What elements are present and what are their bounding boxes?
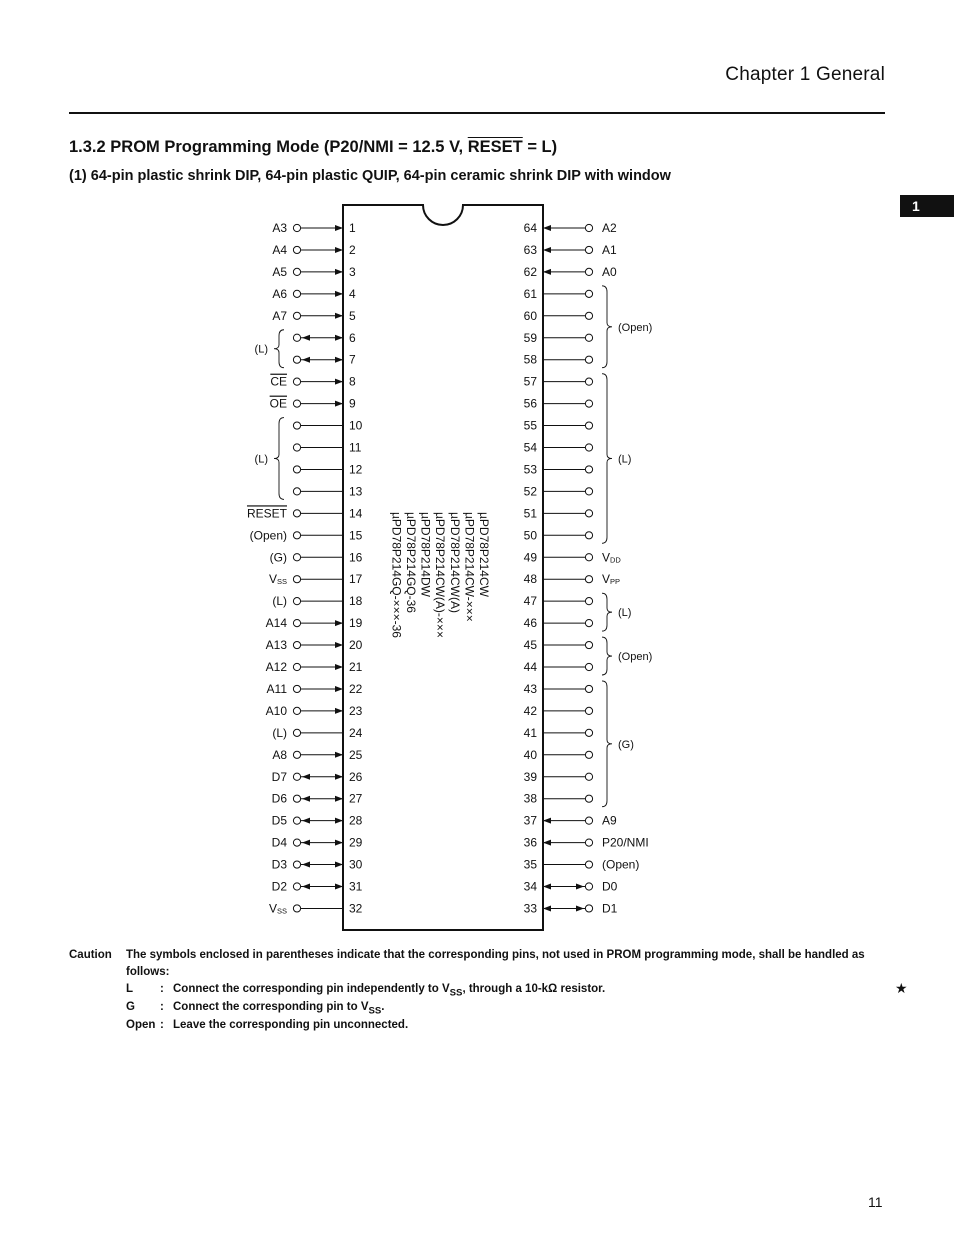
pin-number: 47 — [523, 594, 537, 609]
pin-number: 3 — [349, 264, 356, 279]
caution-item-sep: : — [160, 1019, 164, 1031]
pin-terminal-icon — [585, 620, 592, 627]
pin-terminal-icon — [293, 641, 300, 648]
caution-item-subscript: SS — [368, 1005, 382, 1017]
pin-terminal-icon — [585, 641, 592, 648]
pin-number: 22 — [349, 681, 363, 696]
pin-arrow-icon — [543, 269, 551, 275]
pin-terminal-icon — [585, 576, 592, 583]
pin-arrow-icon — [543, 840, 551, 846]
pin-arrow-icon — [335, 269, 343, 275]
pin-label: D7 — [271, 769, 287, 784]
pin-terminal-icon — [585, 378, 592, 385]
pin-terminal-icon — [293, 773, 300, 780]
part-number: µPD78P214CW — [477, 512, 491, 597]
pin-arrow-icon — [335, 313, 343, 319]
pin-label: VSS — [268, 572, 287, 587]
caution-item-key: L — [126, 983, 134, 995]
pin-terminal-icon — [585, 707, 592, 714]
pin-label: D3 — [271, 857, 287, 872]
pin-number: 63 — [523, 242, 537, 257]
pin-terminal-icon — [585, 905, 592, 912]
part-number: µPD78P214GQ-×××-36 — [389, 512, 404, 638]
pin-label: (L) — [272, 725, 287, 740]
pin-number: 64 — [523, 221, 537, 235]
pin-label: D1 — [602, 901, 618, 916]
pin-terminal-icon — [293, 312, 300, 319]
pin-number: 48 — [523, 572, 537, 587]
pin-number: 49 — [523, 550, 537, 565]
pin-terminal-icon — [293, 685, 300, 692]
pin-number: 4 — [349, 286, 356, 301]
pin-number: 57 — [523, 374, 537, 389]
pin-terminal-icon — [293, 905, 300, 912]
pin-terminal-icon — [585, 598, 592, 605]
pin-arrow-icon — [335, 379, 343, 385]
pin-terminal-icon — [293, 444, 300, 451]
pin-arrow-icon — [335, 642, 343, 648]
part-number: µPD78P214CW-××× — [462, 512, 477, 622]
pin-number: 53 — [523, 462, 537, 477]
pin-number: 50 — [523, 528, 537, 543]
pin-number: 51 — [523, 506, 537, 521]
part-number: µPD78P214CW(A)-××× — [433, 512, 448, 638]
pin-label: VDD — [602, 550, 621, 565]
pin-arrow-icon — [302, 818, 310, 824]
pin-number: 30 — [349, 857, 363, 872]
group-label: (L) — [618, 607, 632, 620]
pin-number: 36 — [523, 835, 537, 850]
pin-label: OE — [269, 396, 287, 411]
pin-number: 9 — [349, 396, 356, 411]
group-label: (L) — [254, 343, 268, 356]
pin-arrow-icon — [576, 884, 584, 890]
pin-label: (L) — [272, 594, 287, 609]
pin-terminal-icon — [293, 729, 300, 736]
section-subtitle: (1) 64-pin plastic shrink DIP, 64-pin plastic QUIP, 64-pin ceramic shrink DIP with window — [69, 168, 671, 184]
revision-star-icon: ★ — [895, 980, 908, 996]
pin-number: 39 — [523, 769, 537, 784]
pin-arrow-icon — [302, 884, 310, 890]
pin-label: (Open) — [602, 857, 640, 872]
pin-label: D4 — [271, 835, 287, 850]
pin-terminal-icon — [293, 422, 300, 429]
pin-terminal-icon — [293, 554, 300, 561]
pin-terminal-icon — [585, 510, 592, 517]
pin-label: (Open) — [249, 528, 287, 543]
pin-terminal-icon — [293, 510, 300, 517]
pin-number: 34 — [523, 879, 537, 894]
pin-number: 62 — [523, 264, 537, 279]
pin-arrow-icon — [543, 905, 551, 911]
caution-item-text: Leave the corresponding pin unconnected. — [173, 1019, 409, 1031]
pin-terminal-icon — [293, 400, 300, 407]
pin-number: 17 — [349, 572, 363, 587]
pin-label: D5 — [271, 813, 287, 828]
pin-number: 40 — [523, 747, 537, 762]
page-number: 11 — [868, 1194, 883, 1210]
pin-number: 52 — [523, 484, 537, 499]
pin-terminal-icon — [293, 620, 300, 627]
pin-arrow-icon — [576, 905, 584, 911]
pin-terminal-icon — [585, 795, 592, 802]
pin-terminal-icon — [585, 356, 592, 363]
pin-number: 7 — [349, 352, 356, 367]
pin-arrow-icon — [335, 884, 343, 890]
pin-label: A3 — [272, 221, 287, 235]
pin-terminal-icon — [293, 466, 300, 473]
pin-label: A11 — [266, 681, 287, 696]
pin-label: A0 — [602, 264, 617, 279]
pin-label: A7 — [272, 308, 287, 323]
part-number: µPD78P214GQ-36 — [404, 512, 418, 613]
pin-number: 43 — [523, 681, 537, 696]
pin-number: 24 — [349, 725, 363, 740]
pin-number: 21 — [349, 660, 363, 674]
group-brace — [274, 330, 284, 368]
pin-terminal-icon — [293, 576, 300, 583]
caution-item-text: Connect the corresponding pin to V — [173, 1001, 369, 1013]
pin-terminal-icon — [585, 466, 592, 473]
pin-arrow-icon — [335, 291, 343, 297]
group-label: (G) — [618, 738, 634, 751]
pin-label: A12 — [265, 660, 287, 674]
pin-terminal-icon — [585, 400, 592, 407]
pin-terminal-icon — [293, 598, 300, 605]
pin-terminal-icon — [585, 773, 592, 780]
caution-item-key: G — [126, 1001, 135, 1013]
pin-terminal-icon — [585, 861, 592, 868]
pin-number: 13 — [349, 484, 363, 499]
pin-number: 26 — [349, 769, 363, 784]
pin-label: CE — [270, 374, 287, 389]
pin-number: 16 — [349, 550, 363, 565]
pin-label: D2 — [271, 879, 287, 894]
pin-arrow-icon — [335, 708, 343, 714]
pin-arrow-icon — [302, 357, 310, 363]
pin-number: 18 — [349, 594, 363, 609]
pin-arrow-icon — [335, 357, 343, 363]
pin-arrow-icon — [302, 840, 310, 846]
caution-text: The symbols enclosed in parentheses indicate that the corresponding pins, not used in PROM programming mode, shall be handled as follows: — [126, 949, 865, 978]
pin-label: A5 — [272, 264, 287, 279]
pin-number: 32 — [349, 901, 363, 916]
caution-item-sep: : — [160, 1001, 164, 1013]
pin-number: 6 — [349, 330, 356, 345]
pin-arrow-icon — [302, 862, 310, 868]
pin-arrow-icon — [335, 840, 343, 846]
pin-arrow-icon — [543, 225, 551, 231]
pin-arrow-icon — [335, 686, 343, 692]
pin-label: D0 — [602, 879, 618, 894]
pin-number: 55 — [523, 418, 537, 433]
pin-terminal-icon — [585, 685, 592, 692]
caution-label: Caution — [69, 949, 112, 961]
pin-number: 37 — [523, 813, 537, 828]
pin-terminal-icon — [585, 334, 592, 341]
pin-arrow-icon — [335, 774, 343, 780]
pin-number: 1 — [349, 221, 356, 235]
pin-number: 27 — [349, 791, 363, 806]
pin-number: 15 — [349, 528, 363, 543]
pin-terminal-icon — [585, 663, 592, 670]
pin-number: 10 — [349, 418, 363, 433]
pin-number: 45 — [523, 638, 537, 653]
pin-number: 44 — [523, 660, 537, 674]
pin-arrow-icon — [543, 818, 551, 824]
pin-arrow-icon — [302, 774, 310, 780]
pin-number: 38 — [523, 791, 537, 806]
pin-arrow-icon — [335, 752, 343, 758]
pin-number: 25 — [349, 747, 363, 762]
part-number: µPD78P214CW(A) — [447, 512, 462, 613]
pin-terminal-icon — [585, 224, 592, 231]
chapter-tab: 1 — [900, 195, 954, 217]
pin-terminal-icon — [585, 883, 592, 890]
pin-number: 41 — [523, 725, 537, 740]
caution-item-text: Connect the corresponding pin independently to V — [173, 983, 450, 995]
caution-item — [126, 1017, 408, 1034]
pin-number: 12 — [349, 462, 363, 477]
pin-label: P20/NMI — [602, 835, 649, 850]
pin-terminal-icon — [293, 334, 300, 341]
pin-arrow-icon — [335, 862, 343, 868]
pin-label: A2 — [602, 221, 617, 235]
pin-terminal-icon — [585, 729, 592, 736]
pin-label: A4 — [272, 242, 287, 257]
caution-item-text-tail: , through a 10-kΩ resistor. — [462, 983, 606, 995]
section-title-reset: RESET — [467, 138, 523, 156]
pin-terminal-icon — [293, 268, 300, 275]
pin-number: 8 — [349, 374, 356, 389]
pin-number: 11 — [349, 440, 362, 455]
pin-arrow-icon — [543, 247, 551, 253]
pin-number: 56 — [523, 396, 537, 411]
group-label: (Open) — [618, 651, 653, 664]
caution-item-sep: : — [160, 983, 164, 995]
pin-label: (G) — [269, 550, 287, 565]
pin-number: 23 — [349, 703, 363, 718]
pin-arrow-icon — [335, 225, 343, 231]
pin-label: D6 — [271, 791, 287, 806]
pin-number: 54 — [523, 440, 537, 455]
pin-terminal-icon — [293, 663, 300, 670]
pin-label: A14 — [265, 616, 287, 631]
pin-arrow-icon — [335, 247, 343, 253]
pin-terminal-icon — [293, 224, 300, 231]
group-label: (Open) — [618, 321, 653, 334]
pin-number: 5 — [349, 308, 356, 323]
pin-number: 61 — [523, 286, 537, 301]
pin-terminal-icon — [293, 817, 300, 824]
pin-terminal-icon — [293, 290, 300, 297]
pin-terminal-icon — [585, 532, 592, 539]
group-brace — [274, 418, 284, 500]
pin-number: 42 — [523, 703, 537, 718]
pin-terminal-icon — [585, 444, 592, 451]
pin-label: A6 — [272, 286, 287, 301]
pin-arrow-icon — [543, 884, 551, 890]
pin-arrow-icon — [335, 620, 343, 626]
pin-terminal-icon — [293, 378, 300, 385]
pin-arrow-icon — [335, 401, 343, 407]
pin-number: 35 — [523, 857, 537, 872]
caution-item-key: Open — [126, 1019, 156, 1031]
group-label: (L) — [254, 453, 268, 466]
pin-terminal-icon — [293, 707, 300, 714]
group-brace — [602, 637, 612, 675]
group-brace — [602, 374, 612, 544]
pin-number: 60 — [523, 308, 537, 323]
caution-item-text-tail: . — [381, 1001, 385, 1013]
pin-label: A1 — [602, 242, 617, 257]
pin-number: 20 — [349, 638, 363, 653]
pin-terminal-icon — [293, 883, 300, 890]
pin-label: A13 — [265, 638, 287, 653]
pin-label: A10 — [265, 703, 287, 718]
pin-terminal-icon — [585, 751, 592, 758]
pin-arrow-icon — [335, 796, 343, 802]
pin-terminal-icon — [585, 290, 592, 297]
caution-item-subscript: SS — [449, 987, 463, 999]
pin-number: 33 — [523, 901, 537, 916]
pin-arrow-icon — [302, 335, 310, 341]
pin-terminal-icon — [585, 312, 592, 319]
pin-terminal-icon — [585, 554, 592, 561]
group-brace — [602, 593, 612, 631]
part-number: µPD78P214DW — [418, 512, 433, 597]
pin-number: 29 — [349, 835, 363, 850]
pin-arrow-icon — [335, 818, 343, 824]
pin-terminal-icon — [293, 839, 300, 846]
pin-terminal-icon — [293, 488, 300, 495]
pin-terminal-icon — [293, 356, 300, 363]
pin-label: A8 — [272, 747, 287, 762]
pin-terminal-icon — [585, 817, 592, 824]
pin-number: 59 — [523, 330, 537, 345]
pin-terminal-icon — [585, 268, 592, 275]
pin-terminal-icon — [293, 751, 300, 758]
pin-number: 31 — [349, 879, 363, 894]
pin-number: 58 — [523, 352, 537, 367]
pin-arrow-icon — [335, 335, 343, 341]
group-label: (L) — [618, 453, 632, 466]
pin-number: 46 — [523, 616, 537, 631]
pin-terminal-icon — [293, 532, 300, 539]
pin-terminal-icon — [585, 839, 592, 846]
pin-label: A9 — [602, 813, 617, 828]
pin-label: VSS — [268, 901, 287, 916]
pin-arrow-icon — [335, 664, 343, 670]
pin-label: VPP — [602, 572, 621, 587]
pin-terminal-icon — [293, 795, 300, 802]
pin-terminal-icon — [293, 861, 300, 868]
group-brace — [602, 286, 612, 368]
pin-terminal-icon — [293, 246, 300, 253]
chapter-heading: Chapter 1 General — [725, 64, 885, 85]
pin-number: 14 — [349, 506, 363, 521]
pin-number: 19 — [349, 616, 363, 631]
pin-number: 28 — [349, 813, 363, 828]
pin-number: 2 — [349, 242, 356, 257]
section-title-prefix: 1.3.2 PROM Programming Mode (P20/NMI = 12.5 V, — [69, 138, 464, 156]
pin-terminal-icon — [585, 246, 592, 253]
section-title-suffix: = L) — [522, 138, 558, 156]
pin-label: RESET — [246, 506, 287, 521]
pin-arrow-icon — [302, 796, 310, 802]
pin-terminal-icon — [585, 488, 592, 495]
pin-terminal-icon — [585, 422, 592, 429]
group-brace — [602, 681, 612, 807]
